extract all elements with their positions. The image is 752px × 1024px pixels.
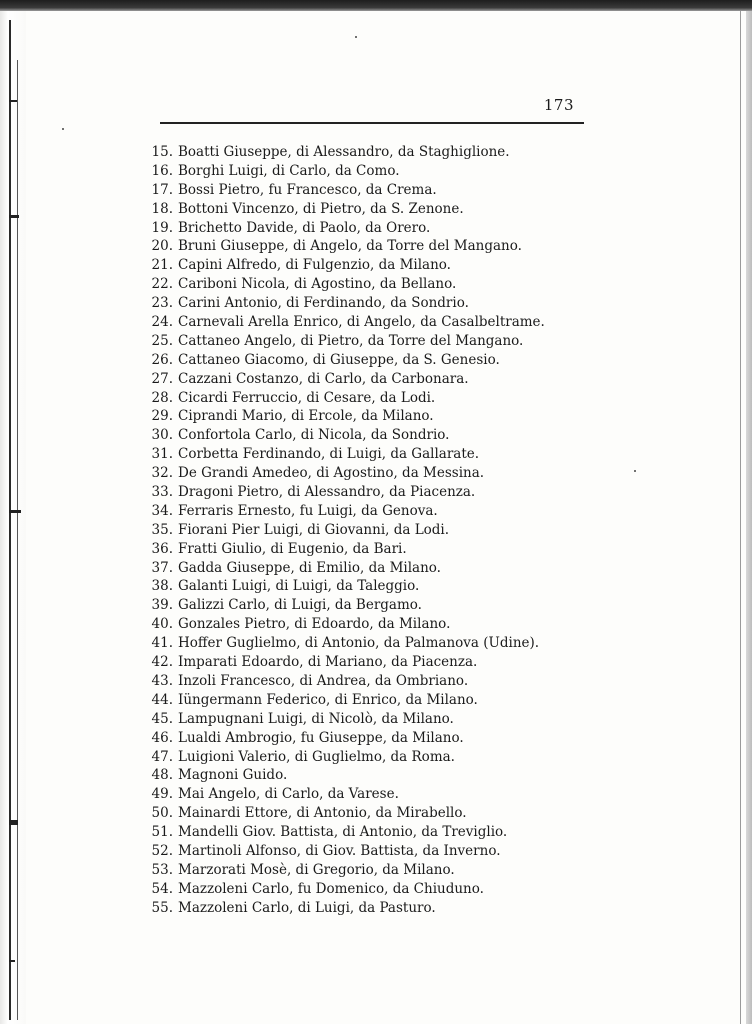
entry-number: 47.: [151, 748, 173, 765]
list-item: [122, 748, 582, 767]
entry-number: 28.: [151, 389, 173, 406]
entry-text: Ciprandi Mario, di Ercole, da Milano.: [178, 408, 434, 425]
entry-text: Lualdi Ambrogio, fu Giuseppe, da Milano.: [178, 729, 464, 746]
entry-text: Carnevali Arella Enrico, di Angelo, da Casalbeltrame.: [178, 314, 545, 331]
entry-text: Cicardi Ferruccio, di Cesare, da Lodi.: [178, 389, 436, 406]
list-item: [122, 407, 582, 426]
entry-number: 53.: [151, 861, 173, 878]
list-item: [122, 389, 582, 408]
entry-number: 31.: [151, 446, 173, 463]
entry-number: 21.: [151, 257, 173, 274]
entry-number: 50.: [151, 805, 173, 822]
entry-number: 18.: [151, 200, 173, 217]
entry-number: 45.: [151, 710, 173, 727]
entry-number: 19.: [151, 219, 173, 236]
entry-text: Dragoni Pietro, di Alessandro, da Piacenza.: [178, 484, 476, 501]
book-binding: [0, 11, 26, 1024]
list-item: [122, 445, 582, 464]
entry-number: 52.: [151, 842, 173, 859]
list-item: [122, 200, 582, 219]
entry-text: Ferraris Ernesto, fu Luigi, da Genova.: [178, 502, 438, 519]
entry-number: 20.: [151, 238, 173, 255]
entry-text: Gadda Giuseppe, di Emilio, da Milano.: [178, 559, 441, 576]
binding-mark: [9, 510, 21, 513]
list-item: [122, 143, 582, 162]
header-rule: [160, 122, 584, 124]
list-item: [122, 596, 582, 615]
list-item: [122, 351, 582, 370]
entry-text: Martinoli Alfonso, di Giov. Battista, da Inverno.: [178, 842, 501, 859]
entry-text: Boatti Giuseppe, di Alessandro, da Staghiglione.: [178, 144, 510, 160]
entry-number: 22.: [151, 276, 173, 293]
list-item: [122, 426, 582, 445]
list-item: [122, 540, 582, 559]
entry-text: Borghi Luigi, di Carlo, da Como.: [178, 162, 400, 179]
list-item: [122, 219, 582, 238]
entry-text: Bruni Giuseppe, di Angelo, da Torre del Mangano.: [178, 238, 522, 255]
entry-number: 46.: [151, 729, 173, 746]
entry-text: De Grandi Amedeo, di Agostino, da Messina.: [178, 465, 485, 482]
list-item: [122, 464, 582, 483]
entry-number: 35.: [151, 521, 173, 538]
binding-line-inner: [17, 60, 18, 1020]
list-item: [122, 483, 582, 502]
binding-mark: [9, 960, 15, 962]
entry-number: 17.: [151, 181, 173, 198]
entry-number: 24.: [151, 314, 173, 331]
list-item: [122, 181, 582, 200]
list-item: [122, 256, 582, 275]
entry-number: 33.: [151, 484, 173, 501]
entry-text: Mandelli Giov. Battista, di Antonio, da Treviglio.: [178, 824, 508, 841]
page-header: [160, 94, 584, 126]
entry-text: Inzoli Francesco, di Andrea, da Ombriano.: [178, 672, 469, 689]
entry-text: Magnoni Guido.: [178, 767, 288, 784]
list-item: [122, 294, 582, 313]
list-item: [122, 521, 582, 540]
list-item: [122, 899, 582, 918]
list-item: [122, 766, 582, 785]
entry-text: Fiorani Pier Luigi, di Giovanni, da Lodi.: [178, 521, 450, 538]
entry-number: 44.: [151, 691, 173, 708]
list-item: [122, 634, 582, 653]
list-item: [122, 785, 582, 804]
entry-text: Marzorati Mosè, di Gregorio, da Milano.: [178, 861, 455, 878]
entry-number: 42.: [151, 654, 173, 671]
entry-number: 27.: [151, 370, 173, 387]
entry-number: 30.: [151, 427, 173, 444]
entry-number: 48.: [151, 767, 173, 784]
list-item: [122, 804, 582, 823]
list-item: [122, 880, 582, 899]
entry-text: Capini Alfredo, di Fulgenzio, da Milano.: [178, 257, 451, 274]
entry-text: Hoffer Guglielmo, di Antonio, da Palmanova (Udine).: [178, 635, 540, 652]
entry-number: 51.: [151, 824, 173, 841]
list-item: [122, 577, 582, 596]
entry-number: 26.: [151, 351, 173, 368]
entry-text: Mai Angelo, di Carlo, da Varese.: [178, 786, 399, 803]
name-list: [122, 143, 582, 918]
page-number: 173: [543, 96, 574, 114]
list-item: [122, 237, 582, 256]
entry-text: Confortola Carlo, di Nicola, da Sondrio.: [178, 427, 450, 444]
entry-text: Cazzani Costanzo, di Carlo, da Carbonara.: [178, 370, 469, 387]
entry-number: 55.: [151, 899, 173, 916]
list-item: [122, 842, 582, 861]
list-item: [122, 162, 582, 181]
entry-text: Imparati Edoardo, di Mariano, da Piacenza.: [178, 654, 478, 671]
entry-text: Gonzales Pietro, di Edoardo, da Milano.: [178, 616, 451, 633]
list-item: [122, 729, 582, 748]
list-item: [122, 370, 582, 389]
list-item: [122, 653, 582, 672]
entry-number: 23.: [151, 295, 173, 312]
entry-text: Corbetta Ferdinando, di Luigi, da Gallarate.: [178, 446, 480, 463]
list-item: [122, 313, 582, 332]
entry-text: Cattaneo Angelo, di Pietro, da Torre del Mangano.: [178, 332, 524, 349]
entry-number: 29.: [151, 408, 173, 425]
speck: [355, 36, 357, 38]
entry-text: Brichetto Davide, di Paolo, da Orero.: [178, 219, 431, 236]
entry-number: 16.: [151, 162, 173, 179]
entry-number: 54.: [151, 880, 173, 897]
entry-text: Galizzi Carlo, di Luigi, da Bergamo.: [178, 597, 422, 614]
scan-top-edge: [0, 0, 752, 11]
entry-number: 37.: [151, 559, 173, 576]
entry-text: Carini Antonio, di Ferdinando, da Sondrio.: [178, 295, 469, 312]
list-item: [122, 332, 582, 351]
entry-text: Lampugnani Luigi, di Nicolò, da Milano.: [178, 710, 454, 727]
entry-text: Mazzoleni Carlo, fu Domenico, da Chiuduno.: [178, 880, 484, 897]
entry-text: Cariboni Nicola, di Agostino, da Bellano.: [178, 276, 457, 293]
binding-mark: [9, 820, 18, 825]
list-item: [122, 559, 582, 578]
entry-number: 32.: [151, 465, 173, 482]
list-item: [122, 672, 582, 691]
entry-number: 34.: [151, 502, 173, 519]
list-item: [122, 275, 582, 294]
page-right-edge: [746, 11, 752, 1024]
list-item: [122, 710, 582, 729]
list-item: [122, 502, 582, 521]
entry-number: 36.: [151, 540, 173, 557]
entry-text: Bottoni Vincenzo, di Pietro, da S. Zenone.: [178, 200, 464, 217]
binding-line: [9, 20, 11, 1020]
entry-text: Galanti Luigi, di Luigi, da Taleggio.: [178, 578, 420, 595]
entry-number: 49.: [151, 786, 173, 803]
speck: [634, 470, 636, 472]
entry-number: 38.: [151, 578, 173, 595]
entry-number: 15.: [151, 144, 173, 160]
list-item: [122, 823, 582, 842]
entry-number: 25.: [151, 332, 173, 349]
page-right-line: [740, 11, 741, 1024]
entry-text: Mazzoleni Carlo, di Luigi, da Pasturo.: [178, 899, 436, 916]
entry-number: 43.: [151, 672, 173, 689]
entry-text: Bossi Pietro, fu Francesco, da Crema.: [178, 181, 437, 198]
entry-number: 41.: [151, 635, 173, 652]
list-item: [122, 861, 582, 880]
entry-text: Iüngermann Federico, di Enrico, da Milano.: [178, 691, 478, 708]
list-item: [122, 615, 582, 634]
list-item: [122, 691, 582, 710]
binding-mark: [9, 215, 19, 218]
speck: [62, 128, 64, 130]
binding-mark: [9, 100, 17, 102]
entry-text: Luigioni Valerio, di Guglielmo, da Roma.: [178, 748, 455, 765]
entry-number: 40.: [151, 616, 173, 633]
entry-text: Fratti Giulio, di Eugenio, da Bari.: [178, 540, 407, 557]
entry-number: 39.: [151, 597, 173, 614]
entry-text: Cattaneo Giacomo, di Giuseppe, da S. Genesio.: [178, 351, 500, 368]
entry-text: Mainardi Ettore, di Antonio, da Mirabello.: [178, 805, 467, 822]
